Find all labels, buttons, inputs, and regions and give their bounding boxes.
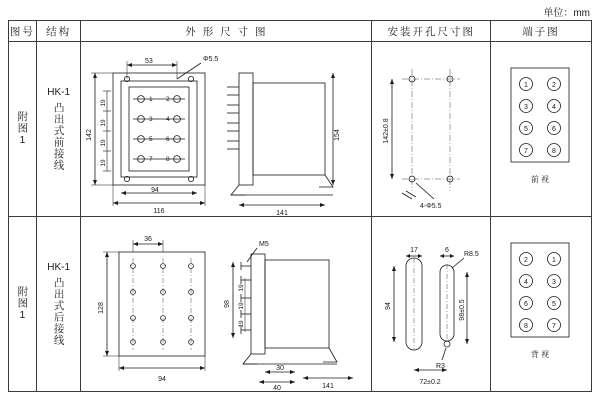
terminal-num-1: 1 [149,96,154,103]
header-mounting: 安装开孔尺寸图 [372,21,491,42]
table-header-row [9,21,592,42]
cell-terminal-1 [491,42,592,217]
dim-height-outer-1: 142 [86,129,94,141]
table-row [9,42,592,217]
cell-mounting-2 [372,217,491,392]
mount-dim-height-b-2: 98±0.5 [459,299,467,321]
dim-inner-3-2: 19 [238,320,246,328]
terminal-right-1: 2 [552,82,557,89]
header-fig-no: 图号 [9,21,37,42]
mount-dim-width-b-2: 6 [445,247,450,254]
terminal-left-1: 1 [524,82,529,89]
dim-side-height-1: 154 [334,129,342,141]
mounting-drawing-2 [372,218,488,390]
terminal-right-4: 4 [552,104,557,111]
header-terminal: 端子图 [491,21,592,42]
cell-outline-1 [81,42,372,217]
dim-top-width-2: 36 [144,236,153,243]
terminal-caption-1: 前 视 [531,175,550,184]
terminal-right-8: 8 [552,148,557,155]
dim-width-outer-1: 116 [153,208,166,215]
terminal-left-8: 8 [524,323,529,330]
structure-model-1: HK-1 [47,87,71,98]
terminal-num-8: 8 [166,156,171,163]
dim-inner-4-1: 19 [100,159,108,167]
terminal-left-2: 2 [524,257,529,264]
terminal-right-3b: 3 [552,279,557,286]
mount-dim-bottom-2: 72±0.2 [419,379,441,386]
terminal-num-7: 7 [149,156,154,163]
cell-fig-no-1 [9,42,37,217]
unit-note: 单位：mm [543,8,590,19]
structure-desc-2: 凸出式后接线 [52,277,65,346]
dim-screw-2: M5 [259,241,270,248]
mount-dim-radius-2: R8.5 [464,251,480,258]
cell-structure-2 [36,217,81,392]
dim-inner-1-1: 19 [100,99,108,107]
terminal-left-6: 6 [524,301,529,308]
terminal-left-4: 4 [524,279,529,286]
mounting-drawing-1 [372,43,488,215]
terminal-diagram-2 [491,229,589,379]
cell-outline-2 [81,217,372,392]
dim-width-inner-1: 94 [151,187,160,194]
structure-model-2: HK-1 [47,262,71,273]
terminal-caption-2: 背 视 [531,350,550,359]
mount-dim-width-a-2: 17 [410,247,419,254]
mount-dim-hole-1: 4-Φ5.5 [420,203,442,210]
dim-inner-3-1: 19 [100,139,108,147]
terminal-num-5: 5 [149,136,154,143]
dim-inner-2-2: 19 [238,302,246,310]
cell-fig-no-2 [9,217,37,392]
terminal-num-3: 3 [149,116,154,123]
cell-mounting-1 [372,42,491,217]
dim-top-width-1: 53 [145,58,154,65]
dim-bottom-b-2: 40 [273,385,282,390]
header-structure: 结构 [36,21,81,42]
mount-dim-radius-b-2: R3 [436,363,446,370]
mount-dim-height-a-2: 94 [385,302,393,310]
terminal-left-5: 5 [524,126,529,133]
terminal-right-5b: 5 [552,301,557,308]
terminal-num-6: 6 [166,136,171,143]
cell-terminal-2 [491,217,592,392]
terminal-left-7: 7 [524,148,529,155]
mount-dim-vertical-1: 142±0.8 [383,118,391,144]
outline-drawing-2 [81,218,369,390]
dim-inner-1-2: 19 [238,284,246,292]
terminal-diagram-1 [491,54,589,204]
fig-no-label-2: 附图1 [16,286,29,322]
outline-drawing-1 [81,43,369,215]
fig-no-label-1: 附图1 [16,111,29,147]
dim-inner-2-1: 19 [100,119,108,127]
terminal-right-7b: 7 [552,323,557,330]
terminal-left-3: 3 [524,104,529,111]
terminal-num-2: 2 [166,96,171,103]
terminal-right-1b: 1 [552,257,557,264]
dim-hole-dia-1: Φ5.5 [203,56,219,63]
terminal-right-6: 6 [552,126,557,133]
table-row [9,217,592,392]
dim-height-outer-2: 128 [98,302,106,314]
terminal-num-4: 4 [166,116,171,123]
dim-inner-total-2: 98 [224,300,232,308]
structure-desc-1: 凸出式前接线 [52,102,65,171]
dim-bottom-a-2: 30 [276,365,285,372]
header-outline: 外 形 尺 寸 图 [81,21,372,42]
dim-side-depth-1: 141 [276,210,289,215]
dimension-table [8,20,592,392]
dim-width-outer-2: 94 [158,376,167,383]
cell-structure-1 [36,42,81,217]
dim-side-depth-2: 141 [322,383,335,390]
